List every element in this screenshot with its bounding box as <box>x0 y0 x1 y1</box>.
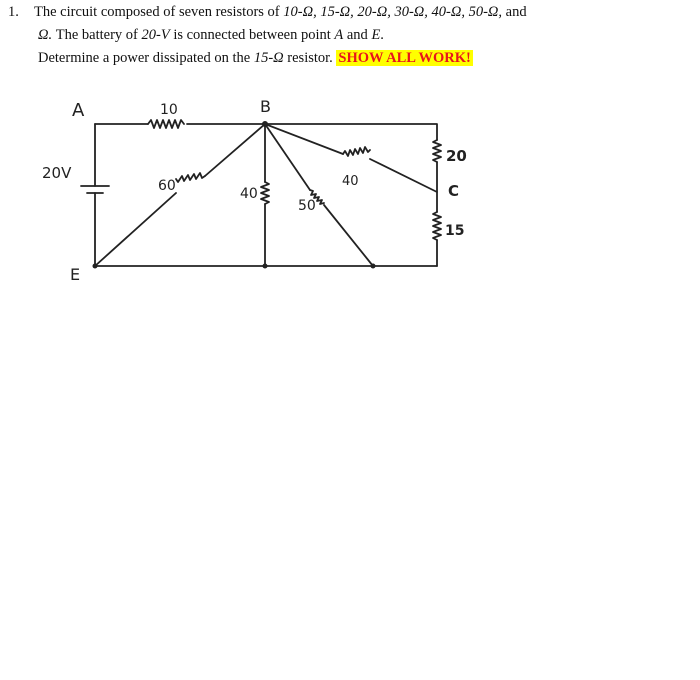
wire-60-e <box>95 193 176 266</box>
wire-b-60 <box>205 124 265 176</box>
problem-number: 1. <box>8 4 19 20</box>
problem-text-1b: and <box>502 4 527 20</box>
label-r40-vertical: 40 <box>240 186 258 202</box>
point-a: A <box>334 27 344 43</box>
unit-ohm: Ω. <box>38 27 53 43</box>
label-r50: 50 <box>298 198 316 214</box>
resistor-15 <box>433 212 441 240</box>
junction-bottom-50 <box>371 264 376 269</box>
battery-voltage: 20-V <box>141 27 170 43</box>
resistor-40-diagonal <box>343 147 370 156</box>
label-battery: 20V <box>42 164 72 182</box>
show-all-work-highlight: SHOW ALL WORK! <box>338 50 471 66</box>
wire-b-40-diag <box>265 124 343 154</box>
label-node-c: C <box>448 182 460 200</box>
resistor-10 <box>148 120 184 128</box>
problem-text-3a: Determine a power dissipated on the <box>38 50 254 66</box>
resistor-40-vertical <box>261 182 269 204</box>
resistor-60 <box>176 173 205 182</box>
problem-text-2b: is connected between point <box>169 27 335 43</box>
junction-e <box>93 264 98 269</box>
problem-text-2a: The battery of <box>52 27 142 43</box>
label-r60: 60 <box>158 178 176 194</box>
label-node-e: E <box>70 265 81 284</box>
label-r40-diagonal: 40 <box>342 174 359 189</box>
problem-text-1a: The circuit composed of seven resistors of <box>34 4 284 20</box>
junction-b <box>262 121 268 127</box>
label-r15: 15 <box>445 223 465 239</box>
label-node-a: A <box>72 100 85 121</box>
label-r10: 10 <box>160 102 178 118</box>
wire-40-c <box>370 159 437 192</box>
label-node-b: B <box>260 97 271 116</box>
problem-text-2d: . <box>380 27 384 43</box>
target-resistor: 15-Ω <box>253 50 284 66</box>
label-r20: 20 <box>446 147 467 165</box>
point-e: E <box>371 27 381 43</box>
wire-50-bottom <box>324 205 373 266</box>
problem-text-2c: and <box>343 27 372 43</box>
resistor-20 <box>433 140 441 162</box>
problem-text-3b: resistor. <box>283 50 337 66</box>
wire-b-50 <box>265 124 310 190</box>
wire-b-right <box>265 124 437 140</box>
resistor-values: 10-Ω, 15-Ω, 20-Ω, 30-Ω, 40-Ω, 50-Ω, <box>283 4 503 20</box>
junction-bottom-40 <box>263 264 268 269</box>
